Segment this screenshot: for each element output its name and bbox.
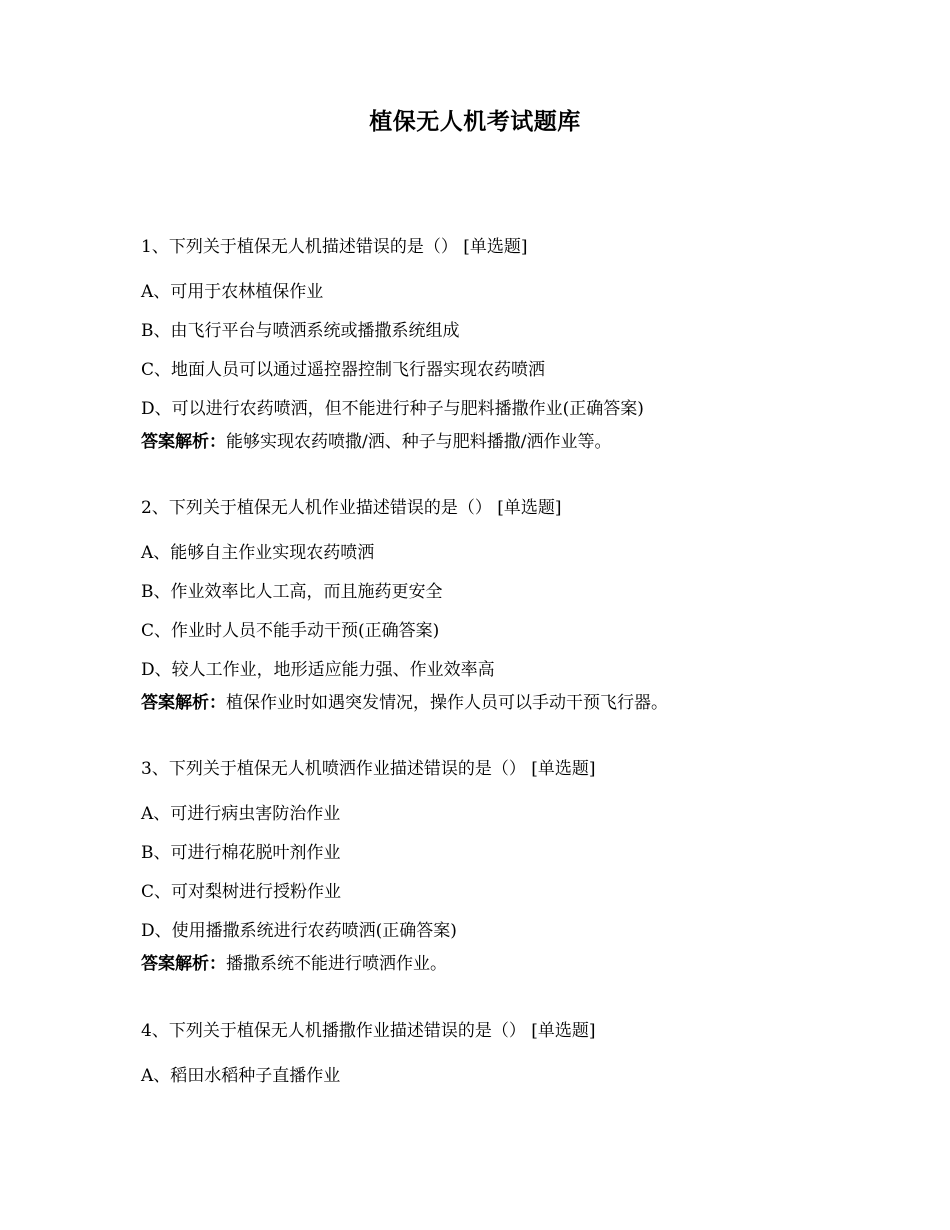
question-3-option-a: A、可进行病虫害防治作业 (141, 804, 341, 824)
question-2-option-a: A、能够自主作业实现农药喷洒 (141, 543, 375, 563)
analysis-text: 能够实现农药喷撒/洒、种子与肥料播撒/洒作业等。 (226, 432, 612, 452)
question-1-option-c: C、地面人员可以通过遥控器控制飞行器实现农药喷洒 (141, 360, 546, 380)
question-4-stem: 4、下列关于植保无人机播撒作业描述错误的是（） [单选题] (141, 1021, 596, 1041)
question-1-analysis (141, 430, 611, 454)
question-3-option-c: C、可对梨树进行授粉作业 (141, 882, 342, 902)
question-1-stem: 1、下列关于植保无人机描述错误的是（） [单选题] (141, 237, 528, 257)
question-3-stem: 3、下列关于植保无人机喷洒作业描述错误的是（） [单选题] (141, 759, 596, 779)
question-1-option-b: B、由飞行平台与喷洒系统或播撒系统组成 (141, 321, 460, 341)
question-2-option-d: D、较人工作业，地形适应能力强、作业效率高 (141, 660, 495, 680)
document-title: 植保无人机考试题库 (369, 109, 581, 135)
analysis-text: 植保作业时如遇突发情况，操作人员可以手动干预飞行器。 (226, 693, 668, 713)
question-2-stem: 2、下列关于植保无人机作业描述错误的是（） [单选题] (141, 498, 562, 518)
question-2-analysis (141, 691, 668, 715)
analysis-label: 答案解析： (141, 432, 226, 452)
question-1-option-d: D、可以进行农药喷洒，但不能进行种子与肥料播撒作业(正确答案) (141, 399, 644, 419)
question-3-analysis (141, 952, 447, 976)
question-3-option-b: B、可进行棉花脱叶剂作业 (141, 843, 341, 863)
analysis-label: 答案解析： (141, 954, 226, 974)
analysis-text: 播撒系统不能进行喷洒作业。 (226, 954, 447, 974)
question-2-option-c: C、作业时人员不能手动干预(正确答案) (141, 621, 440, 641)
question-3-option-d: D、使用播撒系统进行农药喷洒(正确答案) (141, 921, 457, 941)
question-1-option-a: A、可用于农林植保作业 (141, 282, 324, 302)
analysis-label: 答案解析： (141, 693, 226, 713)
question-4-option-a: A、稻田水稻种子直播作业 (141, 1066, 341, 1086)
question-2-option-b: B、作业效率比人工高，而且施药更安全 (141, 582, 443, 602)
